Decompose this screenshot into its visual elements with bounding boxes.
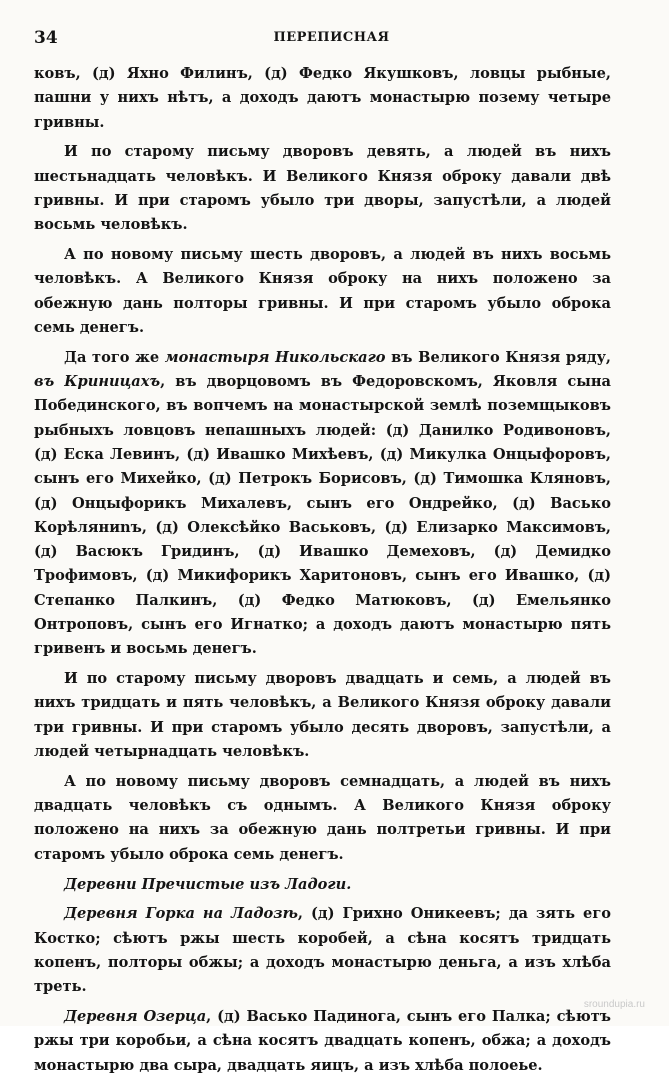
section-heading-text: Деревни Пречистые изъ Ладоги. [64, 875, 352, 893]
page-header [34, 28, 629, 52]
section-heading [34, 873, 611, 897]
paragraph-village-gorka [34, 902, 611, 999]
village-gorka-text: , (д) Грихно Оникеевъ; да зять его Костко; сѣютъ ржы шесть коробей, а сѣна косятъ тридцать копенъ, полторы обжы; а доходъ монастырю деньга, а изъ хлѣба треть. [34, 905, 612, 996]
village-ozertsa-text: , (д) Васько Падинога, сынъ его Палка; сѣютъ ржы три коробьи, а сѣна косятъ двадцать копенъ, обжа; а доходъ монастырю два сыра, двадцать яицъ, а изъ хлѣба полоеье. [34, 1007, 611, 1074]
paragraph-4-mid: въ Великого Князя ряду, [385, 348, 611, 366]
paragraph-4-rest: , въ дворцовомъ въ Федоровскомъ, Яковля сына Побединского, въ вопчемъ на монастырской землѣ поземщыковъ рыбныхъ ловцовъ непашныхъ людей: (д) Данилко Родивоновъ, (д) Еска Левинъ, (д) Ивашко Михѣевъ, (д) Микулка Онцыфоровъ, сынъ его Михейко, (д) Петрокъ Борисовъ, (д) Тимошка Кляновъ, (д) Онцыфорикъ Михалевъ, сынъ его Ондрейко, (д) Васько Корѣляниnъ, (д) Олексѣйко Васьковъ, (д) Елизарко Максимовъ, (д) Васюкъ Гридинъ, (д) Ивашко Демеховъ, (д) Демидко Трофимовъ, (д) Микифорикъ Харитоновъ, сынъ его Ивашко, (д) Степанко Палкинъ, (д) Федко Матюковъ, (д) Емельянко Онтроповъ, сынъ его Игнатко; а доходъ даютъ монастырю пять гривенъ и восьмь денегъ. [34, 373, 611, 658]
watermark: sroundupia.ru [583, 999, 645, 1010]
paragraph-1: ковъ, (д) Яхно Филинъ, (д) Федко Якушковъ, ловцы рыбные, пашни у нихъ нѣтъ, а доходъ даютъ монастырю позему четыре гривны. [34, 65, 611, 131]
paragraph-2: И по старому письму дворовъ девять, а людей въ нихъ шестьнадцать человѣкъ. И Великого Князя оброку давали двѣ гривны. И при старомъ убыло три дворы, запустѣли, а людей восьмь человѣкъ. [34, 143, 611, 234]
village-name-gorka: Деревня Горка на Ладозѣ [64, 905, 298, 923]
paragraph-5: И по старому письму дворовъ двадцать и семь, а людей въ нихъ тридцать и пять человѣкъ, а Великого Князя оброку давали три гривны. И при старомъ убыло десять дворовъ, запустѣли, а людей четырнадцать человѣкъ. [34, 670, 611, 761]
body-text [34, 62, 611, 1083]
paragraph-village-ozertsa [34, 1005, 611, 1078]
monastery-name: монастыря Никольскаго [164, 348, 386, 366]
paragraph-6: А по новому письму дворовъ семнадцать, а людей въ нихъ двадцать человѣкъ съ однымъ. А Великого Князя оброку положено на нихъ за обежную дань полтретьи гривны. И при старомъ убыло оброка семь денегъ. [34, 772, 611, 863]
place-name-krinitsy: въ Криницахъ [34, 373, 161, 391]
page-number: 34 [34, 28, 58, 48]
paragraph-3: А по новому письму шесть дворовъ, а людей въ нихъ восьмь человѣкъ. А Великого Князя оброку на нихъ положено за обежную дань полторы гривны. И при старомъ убыло оброка семь денегъ. [34, 246, 611, 336]
paragraph-4-lead: Да того же [64, 348, 165, 366]
running-title: ПЕРЕПИСНАЯ [273, 30, 390, 45]
paragraph-4 [34, 346, 611, 662]
village-name-ozertsa: Деревня Озерца [64, 1007, 207, 1025]
